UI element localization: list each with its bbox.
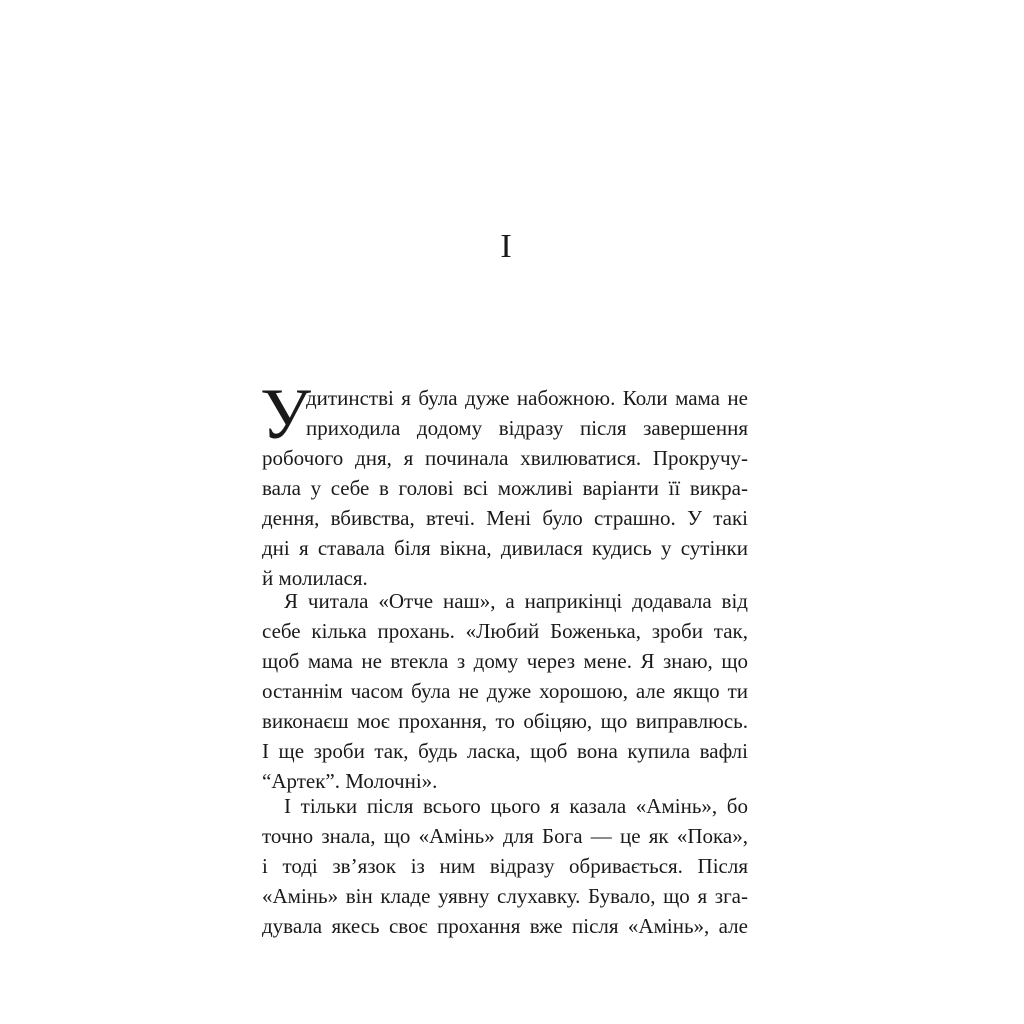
text-line: останнім часом була не дуже хорошою, але якщо ти [262,679,748,703]
text-line: і тоді зв’язок із ним відразу обривається. Після [262,854,748,878]
text-line: й молилася. [262,566,368,590]
text-line: виконаєш моє прохання, то обіцяю, що виправлюсь. [262,709,748,733]
drop-cap: У [260,374,311,454]
text-line: дувала якесь своє прохання вже після «Амінь», але [262,914,748,938]
text-line: дитинстві я була дуже набожною. Коли мама не [306,386,748,410]
text-line: «Амінь» він кладе уявну слухавку. Бувало, що я зга- [262,884,748,908]
text-line: робочого дня, я починала хвилюватися. Прокручу- [262,446,748,470]
text-line: себе кілька прохань. «Любий Боженька, зроби так, [262,619,748,643]
text-line: дні я ставала біля вікна, дивилася кудись у сутінки [262,536,748,560]
text-line: Я читала «Отче наш», а наприкінці додавала від [284,589,748,613]
text-line: приходила додому відразу після завершення [306,416,748,440]
text-line: вала у себе в голові всі можливі варіанти її викра- [262,476,748,500]
text-line: точно знала, що «Амінь» для Бога — це як «Пока», [262,824,748,848]
text-line: І тільки після всього цього я казала «Амінь», бо [284,794,748,818]
text-line: І ще зроби так, будь ласка, щоб вона купила вафлі [262,739,748,763]
text-line: “Артек”. Молочні». [262,769,438,793]
text-line: дення, вбивства, втечі. Мені було страшно. У такі [262,506,748,530]
text-line: щоб мама не втекла з дому через мене. Я знаю, що [262,649,748,673]
chapter-number: I [500,228,512,265]
